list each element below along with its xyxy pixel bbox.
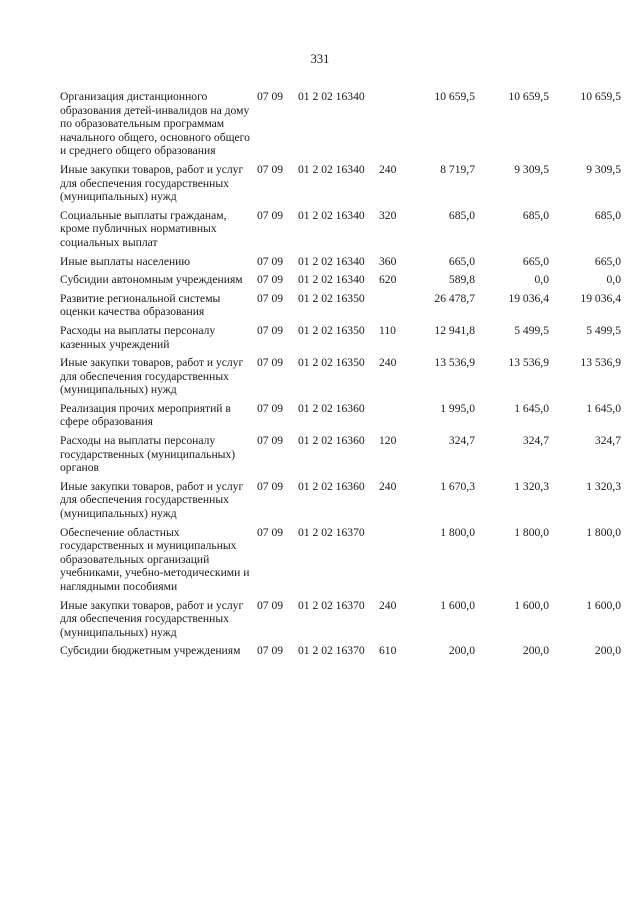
row-name: Развитие региональной системы оценки качества образования [60, 291, 221, 319]
section-code: 07 09 [257, 208, 284, 222]
target-article-code: 01 2 02 16370 [298, 644, 365, 658]
expense-type-code: 610 [379, 644, 397, 658]
amount-year-3: 665,0 [594, 254, 621, 268]
amount-year-2: 0,0 [534, 273, 549, 287]
amount-year-2: 5 499,5 [514, 323, 549, 337]
amount-year-2: 665,0 [522, 254, 549, 268]
row-name: Организация дистанционного образования детей-инвалидов на дому по образовательным программам начального общего, основного общего и среднего общего образования [60, 90, 250, 158]
row-name: Иные выплаты населению [60, 254, 191, 268]
amount-year-1: 685,0 [448, 208, 475, 222]
row-name: Обеспечение областных государственных и муниципальных образовательных организаций учебниками, учебно-методическими и наглядными пособиями [60, 525, 250, 593]
amount-year-3: 1 645,0 [586, 401, 621, 415]
amount-year-3: 200,0 [594, 644, 621, 658]
amount-year-1: 26 478,7 [434, 291, 475, 305]
expense-type-code: 240 [379, 479, 397, 493]
amount-year-1: 589,8 [448, 273, 475, 287]
table-row [60, 599, 632, 640]
table-row [60, 163, 632, 204]
amount-year-1: 12 941,8 [434, 323, 475, 337]
amount-year-1: 13 536,9 [434, 356, 475, 370]
section-code: 07 09 [257, 323, 284, 337]
amount-year-2: 1 600,0 [514, 598, 549, 612]
amount-year-3: 1 320,3 [586, 479, 621, 493]
target-article-code: 01 2 02 16350 [298, 356, 365, 370]
row-name: Иные закупки товаров, работ и услуг для обеспечения государственных (муниципальных) нужд [60, 598, 244, 639]
row-name: Иные закупки товаров, работ и услуг для обеспечения государственных (муниципальных) нужд [60, 479, 244, 521]
amount-year-1: 1 800,0 [440, 525, 475, 539]
amount-year-1: 8 719,7 [440, 162, 475, 176]
amount-year-3: 5 499,5 [586, 323, 621, 337]
section-code: 07 09 [257, 644, 284, 658]
amount-year-3: 10 659,5 [580, 90, 621, 103]
amount-year-2: 1 645,0 [514, 401, 549, 415]
target-article-code: 01 2 02 16350 [298, 291, 365, 305]
expense-type-code: 320 [379, 208, 397, 222]
section-code: 07 09 [257, 90, 284, 103]
amount-year-3: 0,0 [606, 273, 621, 287]
table-row [60, 255, 632, 269]
table-row [60, 644, 632, 658]
row-name: Социальные выплаты гражданам, кроме публичных нормативных социальных выплат [60, 208, 227, 249]
target-article-code: 01 2 02 16340 [298, 162, 365, 176]
row-name: Субсидии автономным учреждениям [60, 273, 243, 287]
expense-type-code: 240 [379, 356, 397, 370]
amount-year-3: 1 600,0 [586, 598, 621, 612]
section-code: 07 09 [257, 479, 284, 493]
section-code: 07 09 [257, 356, 284, 370]
target-article-code: 01 2 02 16340 [298, 90, 365, 103]
table-row [60, 324, 632, 351]
target-article-code: 01 2 02 16370 [298, 598, 365, 612]
section-code: 07 09 [257, 291, 284, 305]
table-row [60, 273, 632, 287]
amount-year-2: 324,7 [522, 434, 549, 448]
row-name: Иные закупки товаров, работ и услуг для обеспечения государственных (муниципальных) нужд [60, 356, 244, 397]
expense-type-code: 110 [379, 323, 396, 337]
amount-year-2: 685,0 [522, 208, 549, 222]
table-row [60, 292, 632, 319]
amount-year-2: 9 309,5 [514, 162, 549, 176]
amount-year-3: 9 309,5 [586, 162, 621, 176]
page-number: 331 [310, 52, 330, 66]
amount-year-3: 13 536,9 [580, 356, 621, 370]
table-row [60, 480, 632, 521]
target-article-code: 01 2 02 16360 [298, 434, 365, 448]
section-code: 07 09 [257, 401, 284, 415]
target-article-code: 01 2 02 16360 [298, 479, 365, 493]
section-code: 07 09 [257, 273, 284, 287]
amount-year-1: 200,0 [448, 644, 475, 658]
section-code: 07 09 [257, 254, 284, 268]
row-name: Иные закупки товаров, работ и услуг для обеспечения государственных (муниципальных) нужд [60, 162, 244, 204]
target-article-code: 01 2 02 16370 [298, 525, 365, 539]
section-code: 07 09 [257, 162, 284, 176]
target-article-code: 01 2 02 16340 [298, 254, 365, 268]
section-code: 07 09 [257, 434, 284, 448]
target-article-code: 01 2 02 16360 [298, 401, 365, 415]
amount-year-1: 665,0 [448, 254, 475, 268]
row-name: Реализация прочих мероприятий в сфере образования [60, 401, 231, 429]
table-row [60, 526, 632, 594]
target-article-code: 01 2 02 16340 [298, 208, 365, 222]
amount-year-3: 324,7 [594, 434, 621, 448]
amount-year-2: 1 800,0 [514, 525, 549, 539]
amount-year-1: 324,7 [448, 434, 475, 448]
expense-type-code: 240 [379, 162, 397, 176]
amount-year-2: 200,0 [522, 644, 549, 658]
row-name: Субсидии бюджетным учреждениям [60, 644, 241, 658]
amount-year-2: 19 036,4 [508, 291, 549, 305]
amount-year-3: 1 800,0 [586, 525, 621, 539]
row-name: Расходы на выплаты персоналу казенных учреждений [60, 323, 216, 351]
expense-type-code: 360 [379, 254, 397, 268]
amount-year-2: 10 659,5 [508, 90, 549, 103]
budget-table [60, 90, 632, 663]
amount-year-3: 19 036,4 [580, 291, 621, 305]
table-row [60, 90, 632, 158]
amount-year-2: 1 320,3 [514, 479, 549, 493]
expense-type-code: 240 [379, 598, 397, 612]
amount-year-1: 1 600,0 [440, 598, 475, 612]
target-article-code: 01 2 02 16340 [298, 273, 365, 287]
amount-year-3: 685,0 [594, 208, 621, 222]
section-code: 07 09 [257, 525, 284, 539]
expense-type-code: 620 [379, 273, 397, 287]
expense-type-code: 120 [379, 434, 397, 448]
section-code: 07 09 [257, 598, 284, 612]
table-row [60, 434, 632, 475]
row-name: Расходы на выплаты персоналу государственных (муниципальных) органов [60, 434, 236, 475]
amount-year-1: 1 995,0 [440, 401, 475, 415]
table-row [60, 209, 632, 250]
table-row [60, 402, 632, 429]
table-row [60, 356, 632, 397]
amount-year-1: 10 659,5 [434, 90, 475, 103]
target-article-code: 01 2 02 16350 [298, 323, 365, 337]
amount-year-2: 13 536,9 [508, 356, 549, 370]
amount-year-1: 1 670,3 [440, 479, 475, 493]
